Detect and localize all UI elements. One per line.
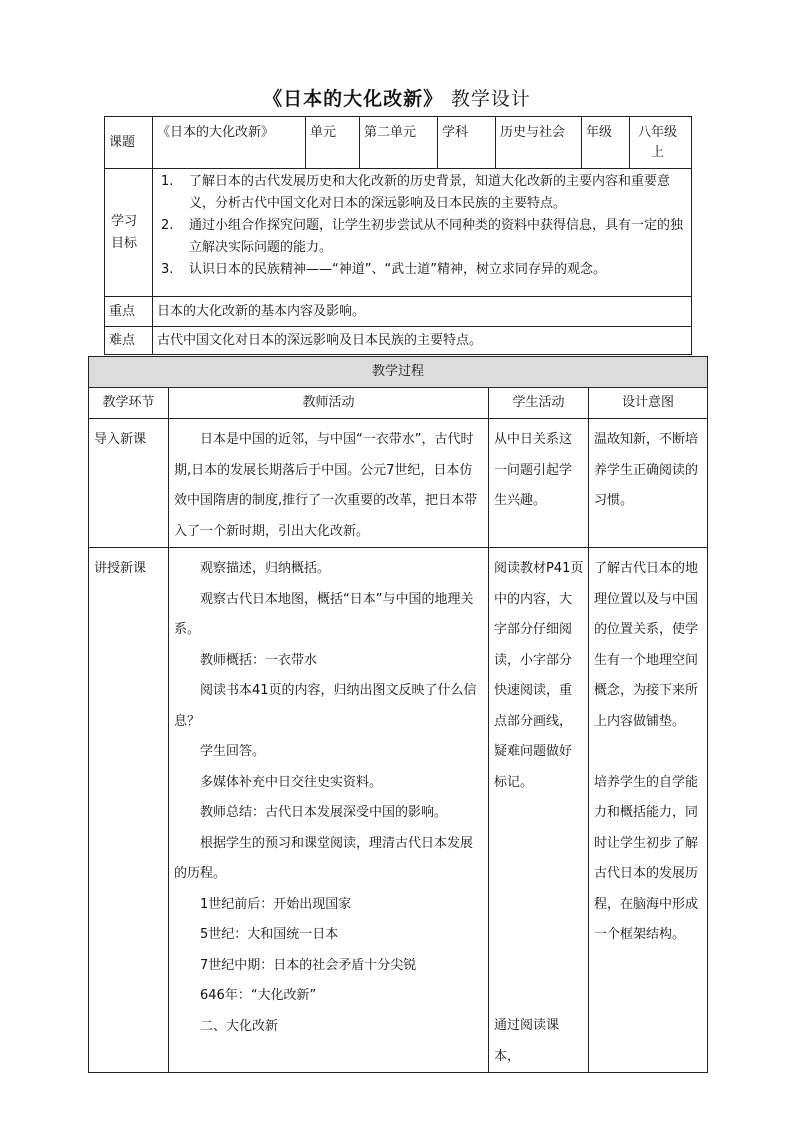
header-student: 学生活动: [489, 388, 589, 419]
difficulty-text: 古代中国文化对日本的深远影响及日本民族的主要特点。: [153, 327, 692, 355]
student-cell: 从中日关系这一问题引起学生兴趣。: [489, 419, 589, 548]
title-main: 《日本的大化改新》: [263, 88, 444, 110]
grade-value: 八年级上: [630, 117, 692, 169]
objective-item: 1. 了解日本的古代发展历史和大化改新的历史背景，知道大化改新的主要内容和重要意义，分析古代中国文化对日本的深远影响及日本民族的主要特点。: [161, 174, 671, 211]
subject-value: 历史与社会: [496, 117, 582, 169]
topic-label: 课题: [105, 117, 153, 169]
student-cell: 阅读教材P41页中的内容，大字部分仔细阅读，小字部分快速阅读，重点部分画线，疑难问题做好标记。 通过阅读课本，: [489, 548, 589, 1073]
page-title: [0, 84, 794, 111]
objective-item: 2. 通过小组合作探究问题，让学生初步尝试从不同种类的资料中获得信息，具有一定的独立解决实际问题的能力。: [161, 218, 684, 255]
title-suffix: 教学设计: [450, 88, 531, 110]
stage-cell: 讲授新课: [89, 548, 169, 1073]
header-intent: 设计意图: [589, 388, 708, 419]
header-stage: 教学环节: [89, 388, 169, 419]
process-table: [88, 356, 708, 1073]
key-point-label: 重点: [105, 297, 153, 327]
unit-value: 第二单元: [360, 117, 438, 169]
info-table: [104, 116, 692, 355]
intent-cell: 了解古代日本的地理位置以及与中国的位置关系，使学生有一个地理空间概念，为接下来所上内容做铺垫。 培养学生的自学能力和概括能力，同时让学生初步了解古代日本的发展历程，在脑海中形成一个框架结构。: [589, 548, 708, 1073]
unit-label: 单元: [306, 117, 360, 169]
teacher-cell: 观察描述，归纳概括。 观察古代日本地图，概括“日本”与中国的地理关系。 教师概括：一衣带水 阅读书本41页的内容，归纳出图文反映了什么信息？ 学生回答。 多媒体补充中日交往史实资料。 教师总结：古代日本发展深受中国的影响。 根据学生的预习和课堂阅读，理清古代日本发展的历程。 1世纪前后：开始出现国家 5世纪：大和国统一日本 7世纪中期：日本的社会矛盾十分尖锐 646年：“大化改新” 二、大化改新: [169, 548, 489, 1073]
key-point-text: 日本的大化改新的基本内容及影响。: [153, 297, 692, 327]
objective-item: 3. 认识日本的民族精神——“神道”、“武士道”精神，树立求同存异的观念。: [161, 262, 606, 277]
topic-value: 《日本的大化改新》: [153, 117, 306, 169]
objectives-label: 学习目标: [105, 169, 153, 297]
subject-label: 学科: [438, 117, 496, 169]
teacher-cell: 日本是中国的近邻，与中国“一衣带水”，古代时期,日本的发展长期落后于中国。公元7世纪，日本仿效中国隋唐的制度,推行了一次重要的改革，把日本带入了一个新时期，引出大化改新。: [169, 419, 489, 548]
process-band: 教学过程: [89, 357, 708, 388]
objectives-list: [153, 169, 692, 297]
table-row: [89, 419, 708, 548]
difficulty-label: 难点: [105, 327, 153, 355]
header-teacher: 教师活动: [169, 388, 489, 419]
stage-cell: 导入新课: [89, 419, 169, 548]
grade-label: 年级: [582, 117, 630, 169]
intent-cell: 温故知新，不断培养学生正确阅读的习惯。: [589, 419, 708, 548]
table-row: [89, 548, 708, 1073]
